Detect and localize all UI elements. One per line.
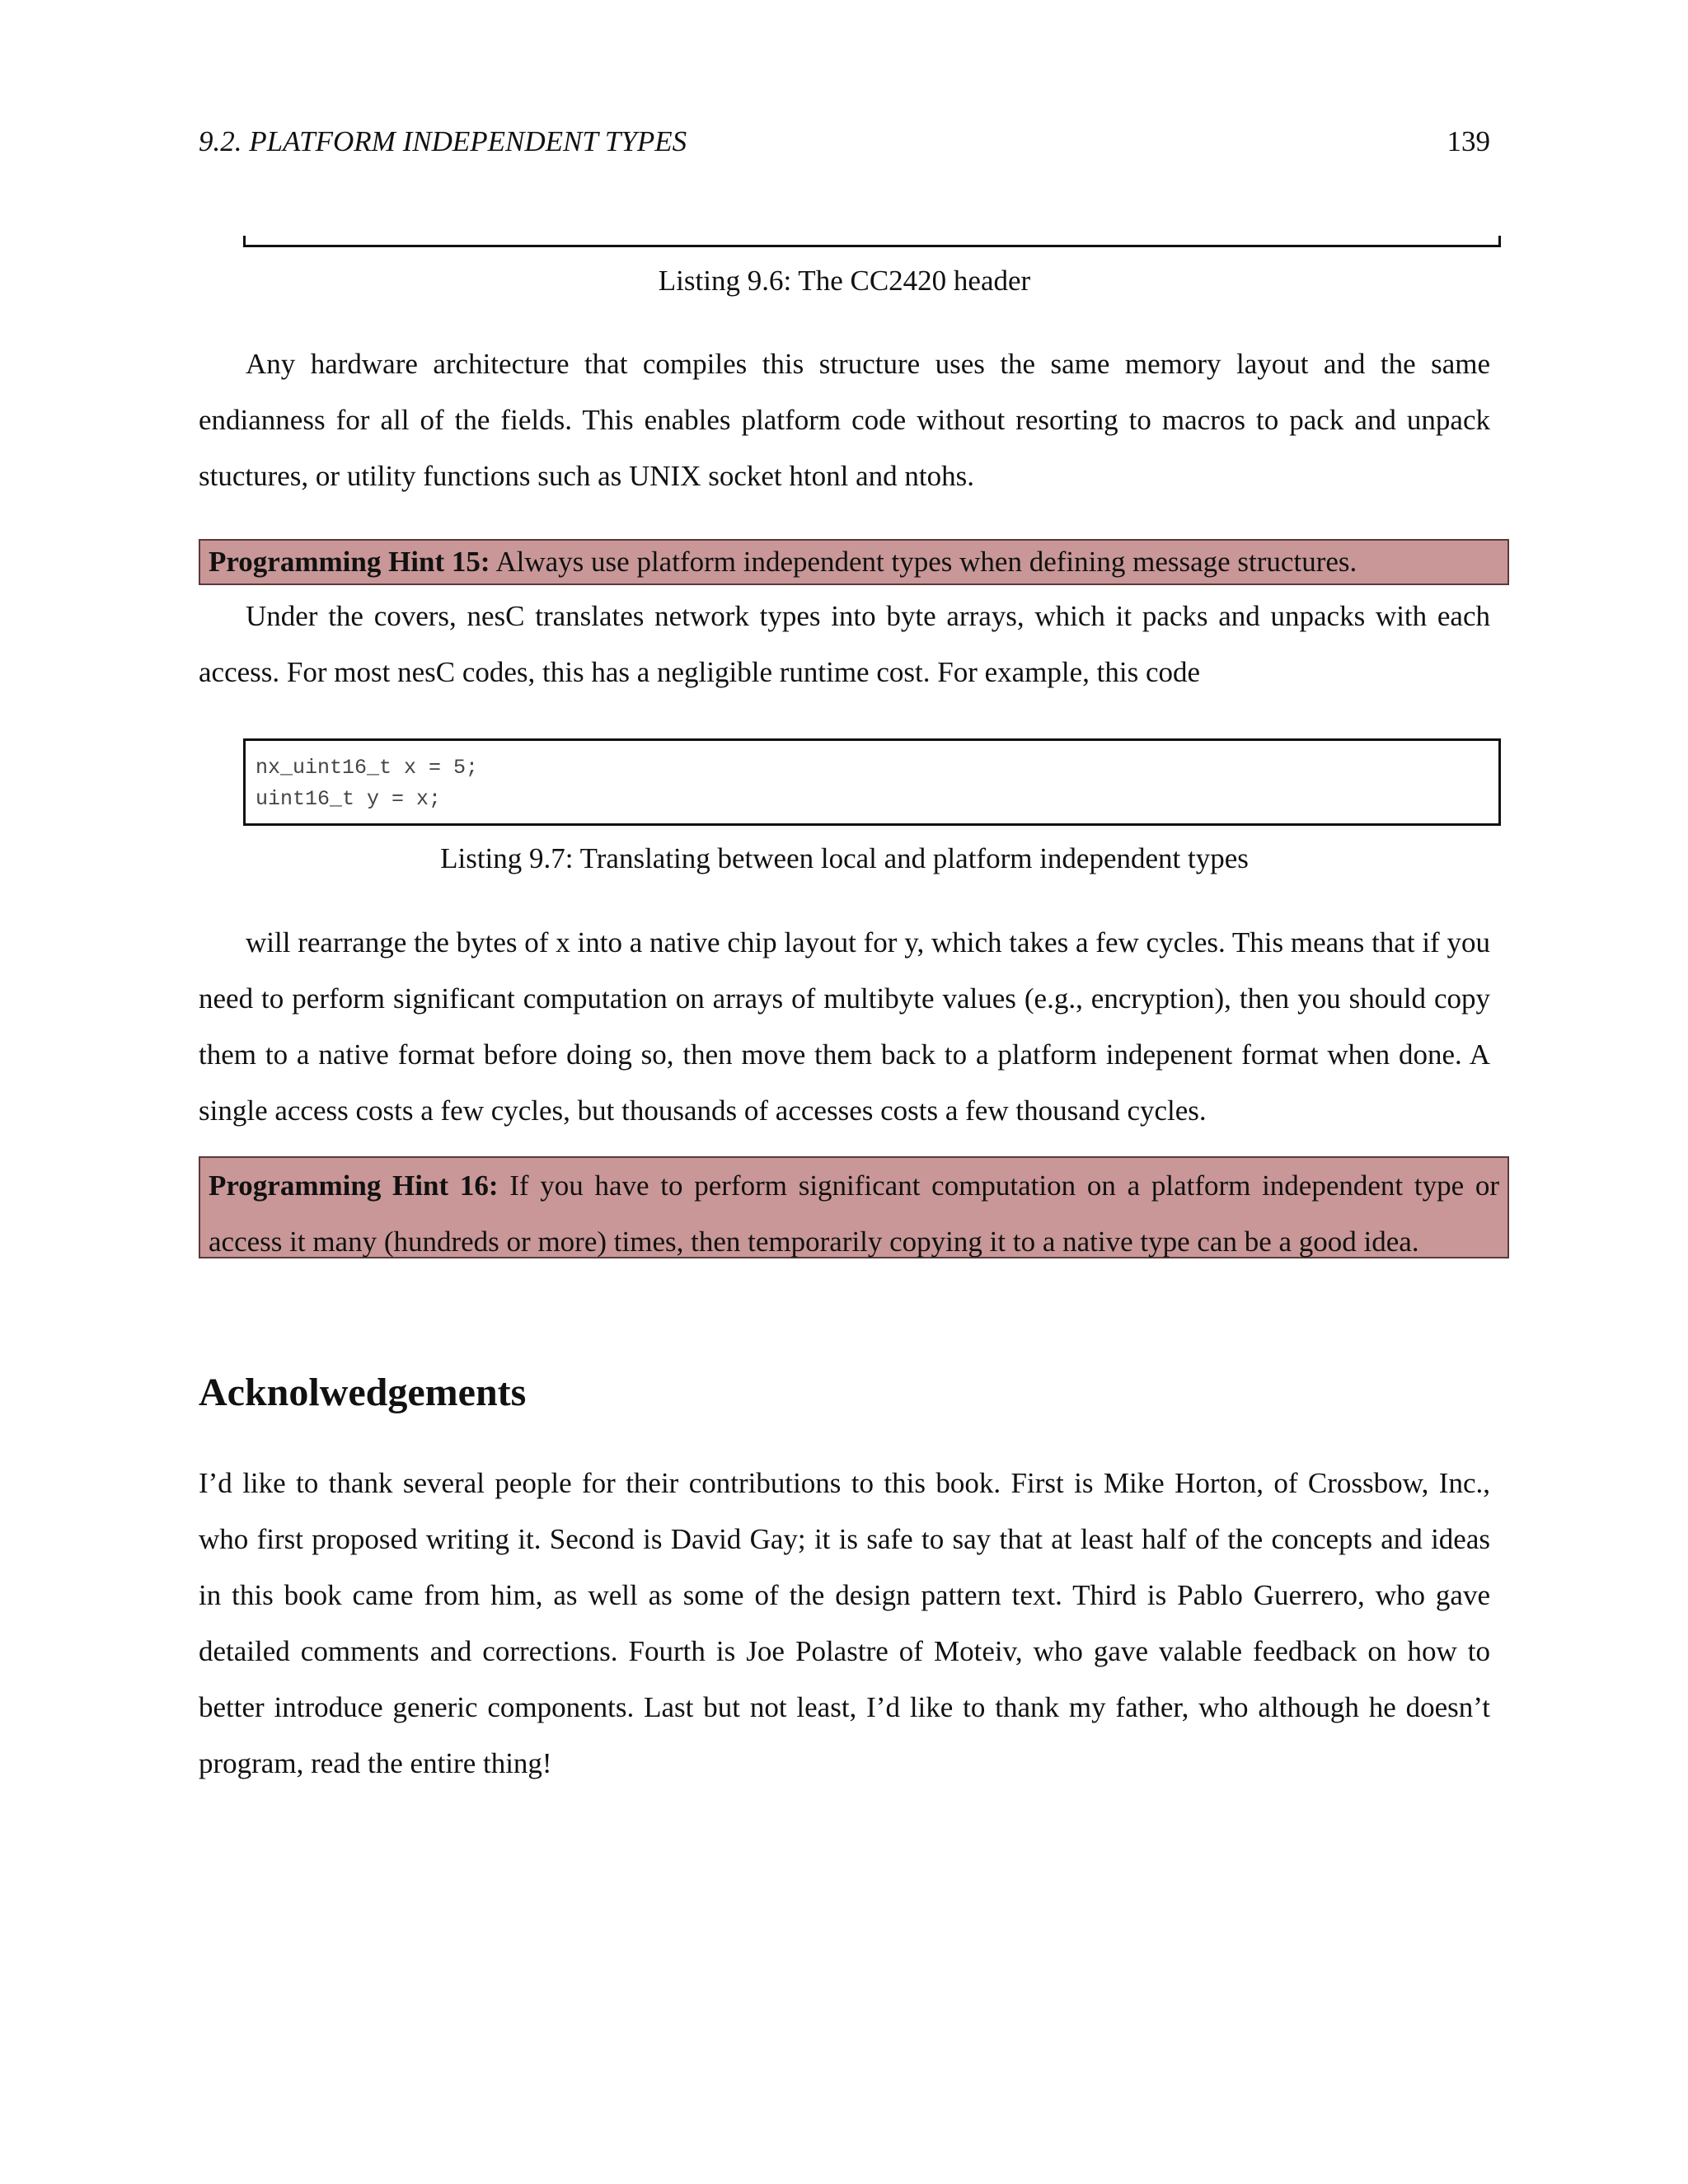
programming-hint-15 <box>199 539 1509 585</box>
code-line: nx_uint16_t x = 5; <box>256 756 479 780</box>
hint-16-label: Programming Hint 16: <box>209 1169 499 1202</box>
hint-15-text: Always use platform independent types when defining message structures. <box>495 546 1357 578</box>
listing-9-7-caption: Listing 9.7: Translating between local and platform independent types <box>440 842 1249 874</box>
body-paragraph-2: Under the covers, nesC translates network types into byte arrays, which it packs and unpacks with each access. For most nesC codes, this has a negligible runtime cost. For example, this code <box>199 600 1490 688</box>
body-paragraph-1: Any hardware architecture that compiles this structure uses the same memory layout and the same endianness for all of the fields. This enables platform code without resorting to macros to pack and unpack stuctures, or utility functions such as UNIX socket htonl and ntohs. <box>199 348 1490 492</box>
listing-9-6-caption: Listing 9.6: The CC2420 header <box>658 265 1031 297</box>
listing-9-7-code <box>243 738 1501 826</box>
acknowledgements-paragraph: I’d like to thank several people for their contributions to this book. First is Mike Horton, of Crossbow, Inc., who first proposed writing it. Second is David Gay; it is safe to say that at least half of the concepts and ideas in this book came from him, as well as some of the design pattern text. Third is Pablo Guerrero, who gave detailed comments and corrections. Fourth is Joe Polastre of Moteiv, who gave valable feedback on how to better introduce generic components. Last but not least, I’d like to thank my father, who although he doesn’t program, read the entire thing! <box>199 1467 1490 1779</box>
page-number: 139 <box>1447 125 1490 157</box>
running-header-section: 9.2. PLATFORM INDEPENDENT TYPES <box>199 125 687 157</box>
programming-hint-16 <box>199 1156 1509 1258</box>
running-header <box>199 125 1490 158</box>
acknowledgements-heading: Acknolwedgements <box>199 1371 527 1414</box>
code-line: uint16_t y = x; <box>256 787 442 811</box>
hint-16-text: If you have to perform significant computation on a platform independent type or access it many (hundreds or more) times, then temporarily copying it to a native type can be a good idea. <box>209 1169 1500 1258</box>
listing-9-6-frame-bottom <box>243 236 1501 247</box>
hint-15-label: Programming Hint 15: <box>209 546 490 578</box>
body-paragraph-3: will rearrange the bytes of x into a native chip layout for y, which takes a few cycles. This means that if you need to perform significant computation on arrays of multibyte values (e.g., encryption), then you should copy them to a native format before doing so, then move them back to a platform indepenent format when done. A single access costs a few cycles, but thousands of accesses costs a few thousand cycles. <box>199 926 1490 1127</box>
